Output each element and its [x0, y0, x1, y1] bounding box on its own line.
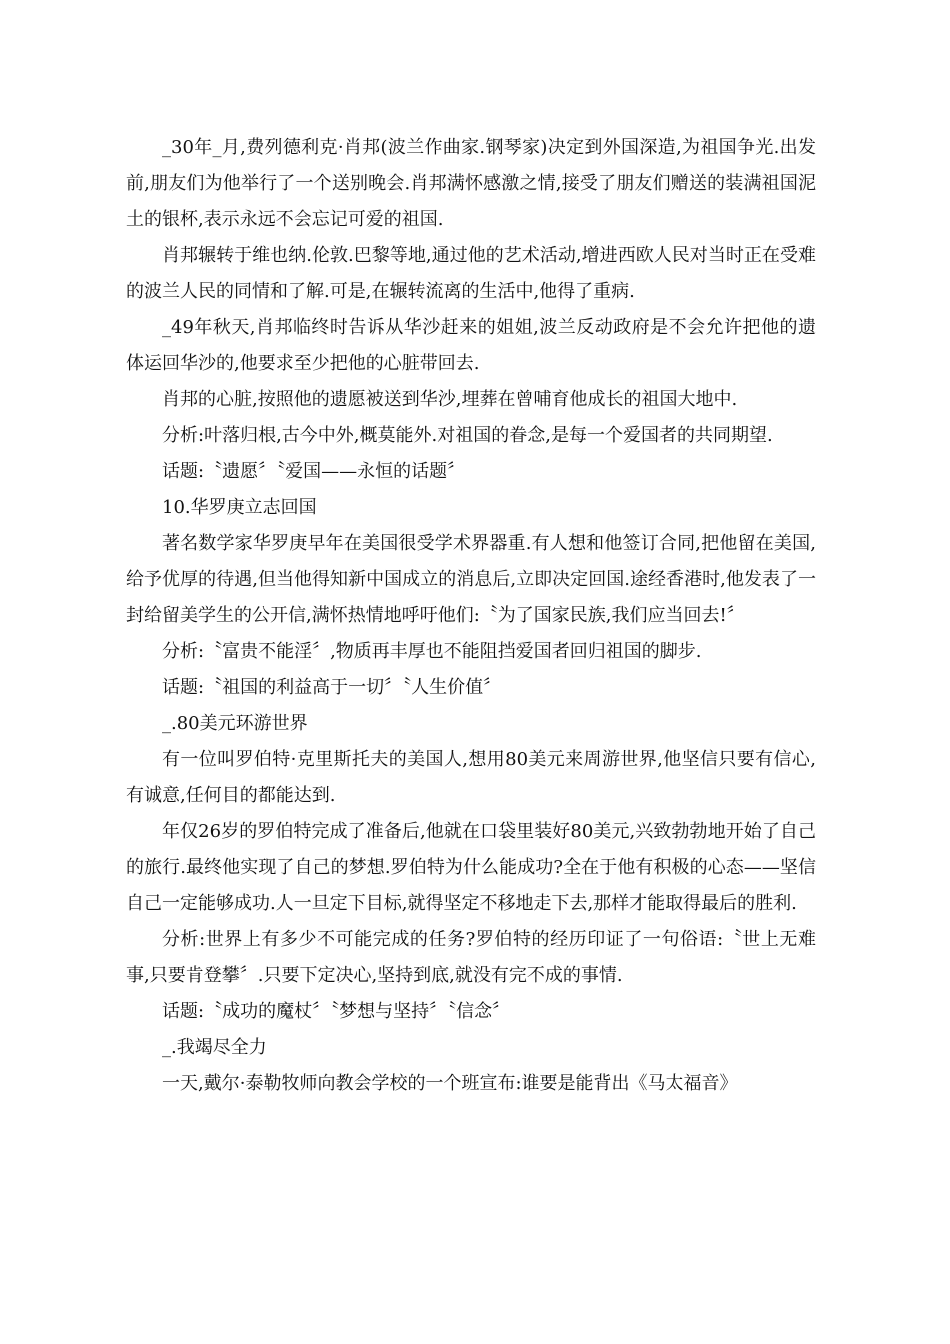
paragraph-chopin-travels: 肖邦辗转于维也纳.伦敦.巴黎等地,通过他的艺术活动,增进西欧人民对当时正在受难的波兰人民的同情和了解.可是,在辗转流离的生活中,他得了重病. [126, 245, 816, 302]
paragraph-analysis-hua-luogeng: 分析:〝富贵不能淫〞,物质再丰厚也不能阻挡爱国者回归祖国的脚步. [162, 641, 702, 662]
paragraph-taylor-intro: 一天,戴尔·泰勒牧师向教会学校的一个班宣布:谁要是能背出《马太福音》 [162, 1073, 738, 1094]
paragraph-analysis-robert: 分析:世界上有多少不可能完成的任务?罗伯特的经历印证了一句俗语:〝世上无难事,只要肯登攀〞.只要下定决心,坚持到底,就没有完不成的事情. [126, 929, 816, 986]
paragraph-chopin-deathbed: _49年秋天,肖邦临终时告诉从华沙赶来的姐姐,波兰反动政府是不会允许把他的遗体运回华沙的,他要求至少把他的心脏带回去. [126, 317, 816, 374]
paragraph-analysis-chopin: 分析:叶落归根,古今中外,概莫能外.对祖国的眷念,是每一个爱国者的共同期望. [162, 425, 773, 446]
paragraph-robert-journey: 年仅26岁的罗伯特完成了准备后,他就在口袋里装好80美元,兴致勃勃地开始了自己的旅行.最终他实现了自己的梦想.罗伯特为什么能成功?全在于他有积极的心态——坚信自己一定能够成功.人一旦定下目标,就得坚定不移地走下去,那样才能取得最后的胜利. [126, 821, 816, 914]
paragraph-topics-chopin: 话题:〝遗愿〞〝爱国——永恒的话题〞 [162, 461, 466, 482]
paragraph-topics-robert: 话题:〝成功的魔杖〞〝梦想与坚持〞〝信念〞 [162, 1001, 511, 1022]
paragraph-chopin-departure: _30年_月,费列德利克·肖邦(波兰作曲家.钢琴家)决定到外国深造,为祖国争光.出发前,朋友们为他举行了一个送别晚会.肖邦满怀感激之情,接受了朋友们赠送的装满祖国泥土的银杯,表示永远不会忘记可爱的祖国. [126, 137, 816, 230]
paragraph-hua-luogeng-story: 著名数学家华罗庚早年在美国很受学术界器重.有人想和他签订合同,把他留在美国,给予优厚的待遇,但当他得知新中国成立的消息后,立即决定回国.途经香港时,他发表了一封给留美学生的公开信,满怀热情地呼吁他们:〝为了国家民族,我们应当回去!〞 [126, 533, 816, 626]
paragraph-chopin-heart: 肖邦的心脏,按照他的遗愿被送到华沙,埋葬在曾哺育他成长的祖国大地中. [162, 389, 738, 410]
paragraph-robert-intro: 有一位叫罗伯特·克里斯托夫的美国人,想用80美元来周游世界,他坚信只要有信心,有诚意,任何目的都能达到. [126, 749, 816, 806]
section-heading-hua-luogeng: 10.华罗庚立志回国 [162, 497, 317, 518]
section-heading-80-dollars: _.80美元环游世界 [162, 713, 308, 734]
document-body [126, 130, 816, 1102]
paragraph-topics-hua-luogeng: 话题:〝祖国的利益高于一切〞〝人生价值〞 [162, 677, 502, 698]
section-heading-do-my-best: _.我竭尽全力 [162, 1037, 267, 1058]
